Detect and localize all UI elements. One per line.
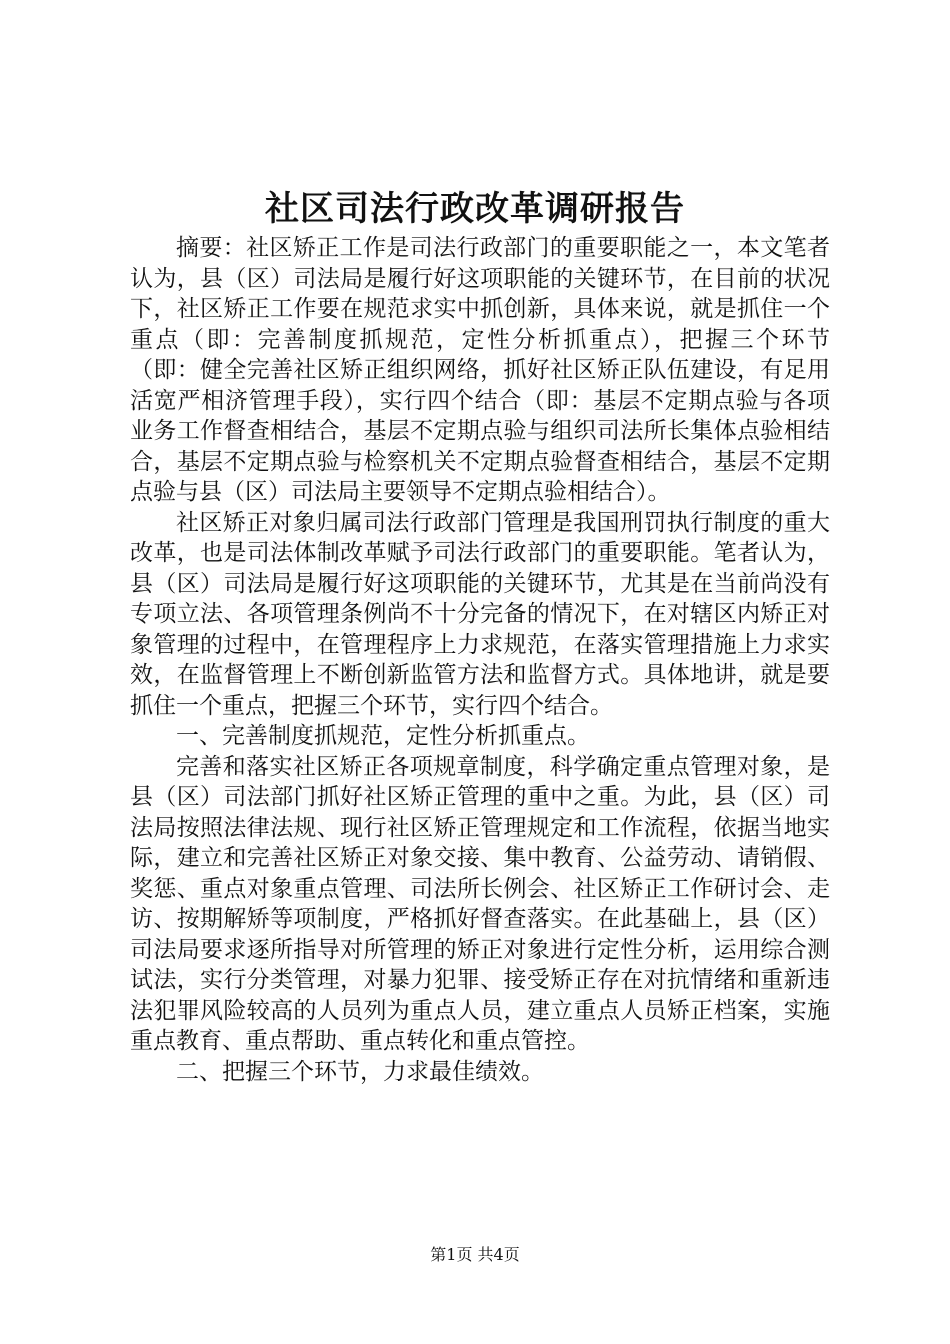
abstract-paragraph: 摘要：社区矫正工作是司法行政部门的重要职能之一，本文笔者认为，县（区）司法局是履行好这项职能的关键环节，在目前的状况下，社区矫正工作要在规范求实中抓创新，具体来说，就是抓住一个重点（即：完善制度抓规范，定性分析抓重点），把握三个环节（即：健全完善社区矫正组织网络，抓好社区矫正队伍建设，有足用活宽严相济管理手段），实行四个结合（即：基层不定期点验与各项业务工作督查相结合，基层不定期点验与组织司法所长集体点验相结合，基层不定期点验与检察机关不定期点验督查相结合，基层不定期点验与县（区）司法局主要领导不定期点验相结合）。 [130,235,830,505]
document-body [130,233,830,1087]
section-1-paragraph: 完善和落实社区矫正各项规章制度，科学确定重点管理对象，是县（区）司法部门抓好社区矫正管理的重中之重。为此，县（区）司法局按照法律法规、现行社区矫正管理规定和工作流程，依据当地实际，建立和完善社区矫正对象交接、集中教育、公益劳动、请销假、奖惩、重点对象重点管理、司法所长例会、社区矫正工作研讨会、走访、按期解矫等项制度，严格抓好督查落实。在此基础上，县（区）司法局要求逐所指导对所管理的矫正对象进行定性分析，运用综合测试法，实行分类管理，对暴力犯罪、接受矫正存在对抗情绪和重新违法犯罪风险较高的人员列为重点人员，建立重点人员矫正档案，实施重点教育、重点帮助、重点转化和重点管控。 [130,753,830,1054]
intro-paragraph: 社区矫正对象归属司法行政部门管理是我国刑罚执行制度的重大改革，也是司法体制改革赋予司法行政部门的重要职能。笔者认为，县（区）司法局是履行好这项职能的关键环节，尤其是在当前尚没有专项立法、各项管理条例尚不十分完备的情况下，在对辖区内矫正对象管理的过程中，在管理程序上力求规范，在落实管理措施上力求实效，在监督管理上不断创新监管方法和监督方式。具体地讲，就是要抓住一个重点，把握三个环节，实行四个结合。 [130,509,830,719]
section-heading-1: 一、完善制度抓规范，定性分析抓重点。 [176,723,590,749]
page-number-footer: 第1页 共4页 [430,1245,520,1264]
document-title: 社区司法行政改革调研报告 [265,189,685,229]
section-heading-2: 二、把握三个环节，力求最佳绩效。 [176,1058,544,1085]
